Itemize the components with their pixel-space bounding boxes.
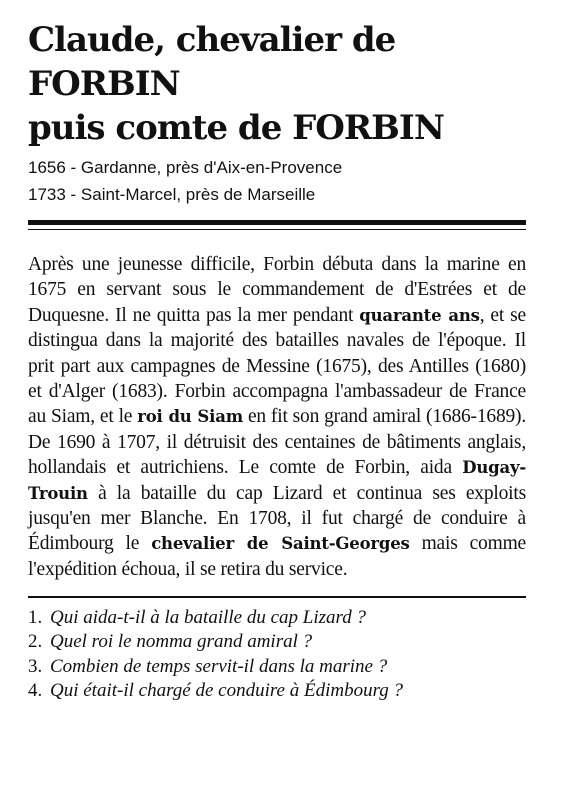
question-item: 4. Qui était-il chargé de conduire à Édimbourg ? [28,680,404,702]
question-list [28,606,526,704]
bio-text-5: mais comme l'expédition échoua, il se retira du service. [28,533,526,580]
birth-line: 1656 - Gardanne, près d'Aix-en-Provence [28,158,343,177]
bio-text-3: en fit son grand amiral (1686-1689). De 1690 à 1707, il détruisit des centaines de bâtiments anglais, hollandais et autrichiens. Le comte de Forbin, aida [28,406,527,479]
title-line-2: puis comte de FORBIN [28,108,444,148]
bio-bold-2: roi du Siam [137,407,243,427]
bio-bold-4: chevalier de Saint-Georges [151,534,410,554]
page-title [28,18,526,150]
title-line-1: Claude, chevalier de FORBIN [28,20,396,104]
bio-text-1: Après une jeunesse difficile, Forbin débuta dans la marine en 1675 en servant sous le commandement de d'Estrées et de Duquesne. Il ne quitta pas la mer pendant [28,254,526,326]
question-item: 2. Quel roi le nomma grand amiral ? [28,631,313,653]
dates [28,154,526,208]
thick-divider [28,220,526,225]
bio-bold-3: Dugay-Trouin [28,458,526,503]
question-item: 3. Combien de temps servit-il dans la marine ? [28,655,388,677]
page [28,18,526,704]
bio-text-4: à la bataille du cap Lizard et continua ses exploits jusqu'en mer Blanche. En 1708, il fut chargé de conduire à Édimbourg le [28,482,526,555]
bio-text-2: , et se distingua dans la majorité des batailles navales de l'époque. Il prit part aux campagnes de Messine (1675), des Antilles (1680) et d'Alger (1683). Forbin accompagna l'ambassadeur de France au Siam, et le [28,304,526,428]
biography-paragraph [28,252,526,582]
questions-divider [28,596,526,598]
death-line: 1733 - Saint-Marcel, près de Marseille [28,185,316,204]
question-item: 1. Qui aida-t-il à la bataille du cap Lizard ? [28,606,366,628]
bio-bold-1: quarante ans [359,305,480,325]
thin-divider [28,229,526,230]
